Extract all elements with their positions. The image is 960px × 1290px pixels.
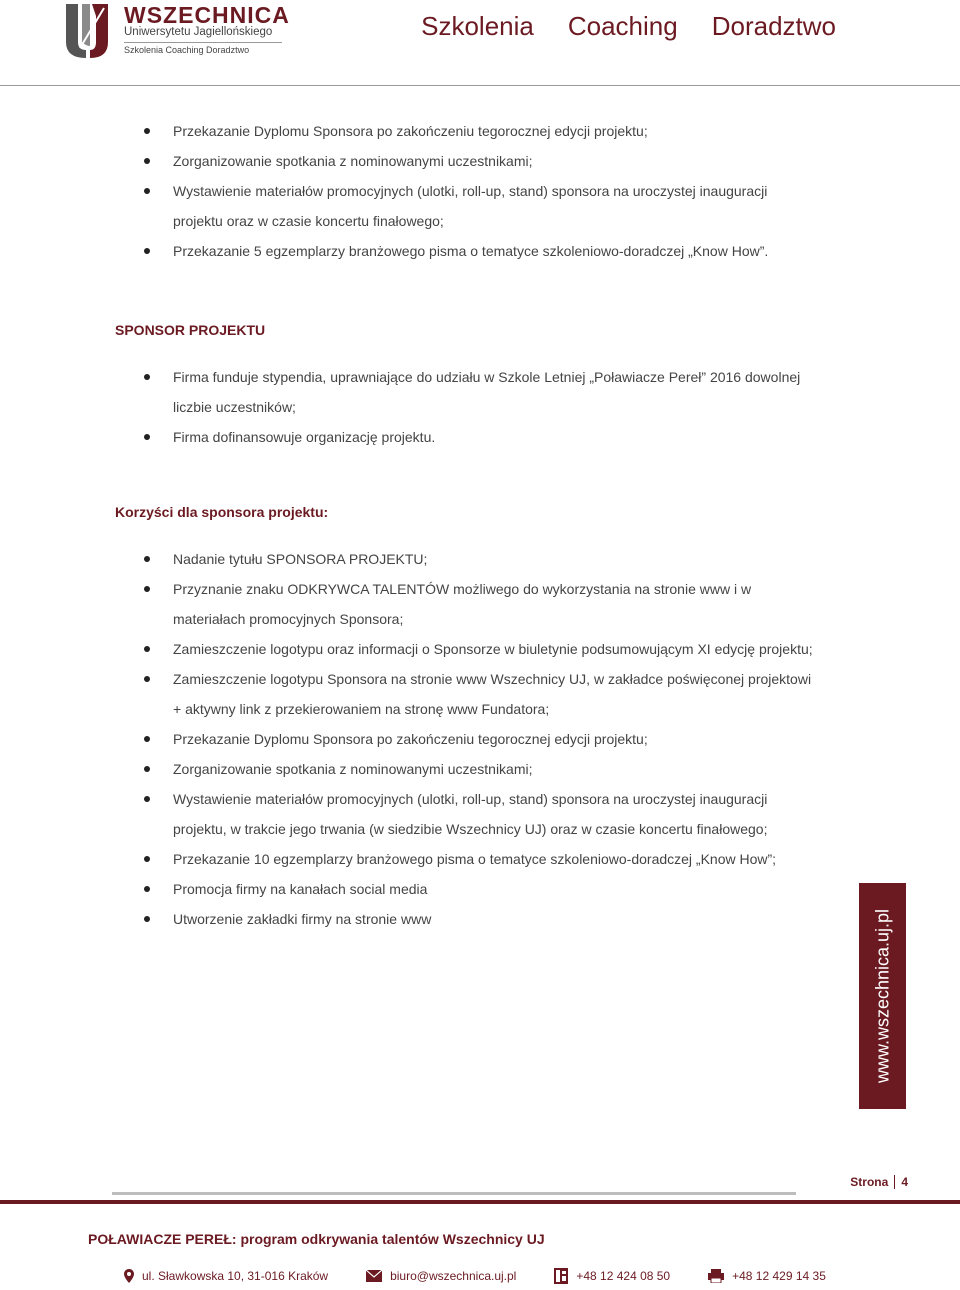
list-item: Zamieszczenie logotypu Sponsora na stronie www Wszechnicy UJ, w zakładce poświęconej projektowi + aktywny link z przekierowaniem na stronę www Fundatora; — [140, 664, 820, 724]
logo-mark — [64, 2, 116, 58]
website-badge-text: www.wszechnica.uj.pl — [872, 908, 892, 1084]
benefits-heading: Korzyści dla sponsora projektu: — [115, 504, 329, 520]
fax-icon — [708, 1269, 724, 1283]
logo-tagline: Szkolenia Coaching Doradztwo — [124, 45, 250, 55]
contact-email[interactable] — [366, 1269, 516, 1283]
phone-number[interactable]: +48 12 424 08 50 — [576, 1269, 671, 1283]
list-item: Przekazanie Dyplomu Sponsora po zakończeniu tegorocznej edycji projektu; — [140, 116, 820, 146]
footer-contacts — [124, 1268, 864, 1284]
nav-szkolenia[interactable]: Szkolenia — [421, 11, 534, 41]
list-item: Przekazanie 5 egzemplarzy branżowego pisma o tematyce szkoleniowo-doradczej „Know How”. — [140, 236, 820, 266]
logo-subtitle: Uniwersytetu Jagiellońskiego — [124, 26, 273, 38]
logo-title: WSZECHNICA — [124, 2, 290, 28]
logo-divider — [124, 42, 282, 43]
page-value: 4 — [901, 1175, 908, 1189]
footer-divider-brand — [0, 1200, 960, 1204]
footer-title: POŁAWIACZE PEREŁ: program odkrywania talentów Wszechnicy UJ — [88, 1231, 545, 1247]
contact-address — [124, 1269, 328, 1283]
address-text: ul. Sławkowska 10, 31-016 Kraków — [142, 1269, 329, 1283]
list-item: Promocja firmy na kanałach social media — [140, 874, 820, 904]
list-item: Przyznanie znaku ODKRYWCA TALENTÓW możliwego do wykorzystania na stronie www i w materiałach promocyjnych Sponsora; — [140, 574, 820, 634]
fax-number: +48 12 429 14 35 — [732, 1269, 826, 1283]
footer-divider-grey — [112, 1192, 796, 1195]
benefits-bullet-list — [140, 544, 820, 934]
list-item: Utworzenie zakładki firmy na stronie www — [140, 904, 820, 934]
wszechnica-logo[interactable] — [64, 2, 294, 62]
contact-fax — [708, 1269, 826, 1283]
list-item: Firma funduje stypendia, uprawniające do udziału w Szkole Letniej „Poławiacze Pereł” 2016 dowolnej liczbie uczestników; — [140, 362, 820, 422]
header-nav — [421, 11, 836, 42]
location-pin-icon — [124, 1269, 134, 1283]
list-item: Zorganizowanie spotkania z nominowanymi uczestnikami; — [140, 146, 820, 176]
website-badge[interactable] — [859, 883, 906, 1109]
list-item: Zorganizowanie spotkania z nominowanymi uczestnikami; — [140, 754, 820, 784]
page-header — [0, 0, 960, 86]
email-link[interactable]: biuro@wszechnica.uj.pl — [390, 1269, 517, 1283]
list-item: Wystawienie materiałów promocyjnych (ulotki, roll-up, stand) sponsora na uroczystej inauguracji projektu oraz w czasie koncertu finałowego; — [140, 176, 820, 236]
contact-phone[interactable] — [554, 1268, 670, 1284]
list-item: Wystawienie materiałów promocyjnych (ulotki, roll-up, stand) sponsora na uroczystej inauguracji projektu, w trakcie jego trwania (w siedzibie Wszechnicy UJ) oraz w czasie koncertu finałowego; — [140, 784, 820, 844]
phone-icon — [554, 1268, 568, 1284]
sponsor-bullet-list — [140, 362, 820, 452]
page-number-divider — [894, 1175, 895, 1189]
page-label: Strona — [850, 1175, 889, 1189]
intro-bullet-list — [140, 116, 820, 266]
list-item: Firma dofinansowuje organizację projektu. — [140, 422, 820, 452]
sponsor-heading: SPONSOR PROJEKTU — [115, 322, 266, 338]
nav-doradztwo[interactable]: Doradztwo — [711, 11, 836, 41]
envelope-icon — [366, 1270, 382, 1282]
list-item: Zamieszczenie logotypu oraz informacji o Sponsorze w biuletynie podsumowującym XI edycję projektu; — [140, 634, 820, 664]
list-item: Nadanie tytułu SPONSORA PROJEKTU; — [140, 544, 820, 574]
nav-coaching[interactable]: Coaching — [567, 11, 678, 41]
list-item: Przekazanie Dyplomu Sponsora po zakończeniu tegorocznej edycji projektu; — [140, 724, 820, 754]
list-item: Przekazanie 10 egzemplarzy branżowego pisma o tematyce szkoleniowo-doradczej „Know How”; — [140, 844, 820, 874]
header-divider — [0, 85, 960, 86]
page-number — [850, 1175, 908, 1189]
